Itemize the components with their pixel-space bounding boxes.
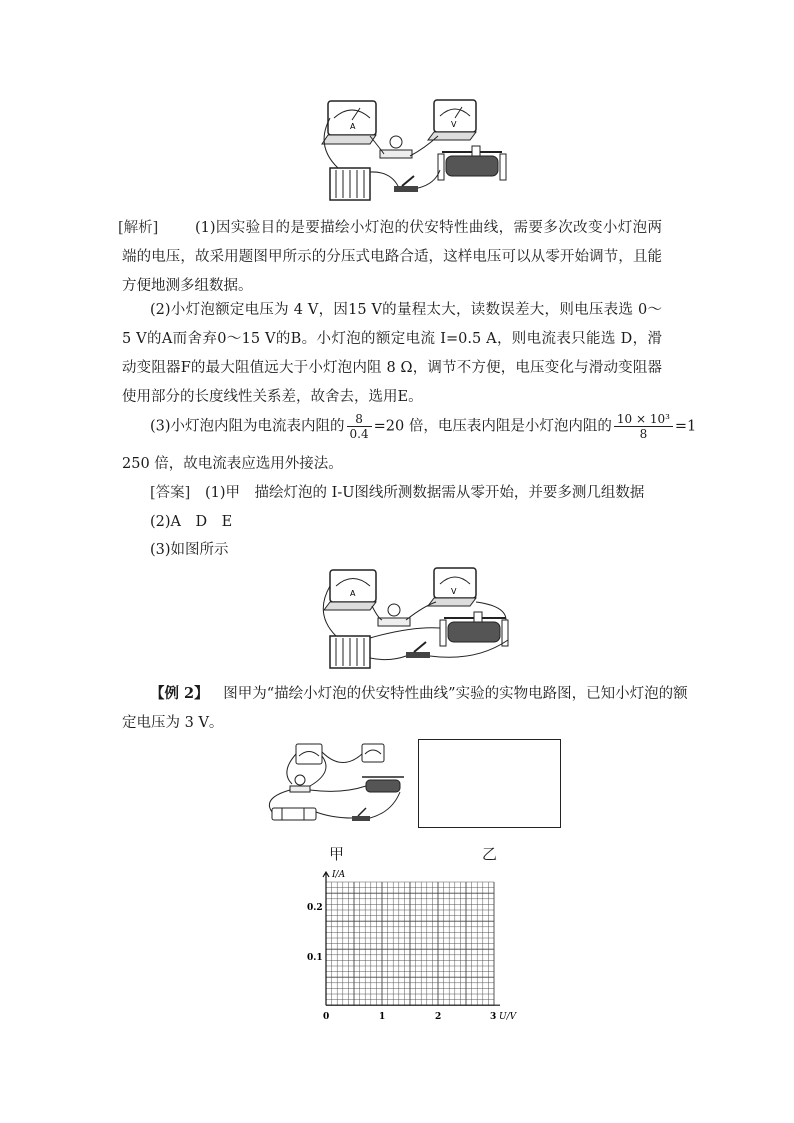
circuit-figure-jia	[262, 742, 412, 826]
answer-a1: (1)甲 描绘灯泡的 I-U图线所测数据需从零开始，并要多测几组数据	[204, 485, 645, 501]
analysis-p3-b: =20 倍，电压表内阻是小灯泡内阻的	[373, 418, 612, 435]
iu-graph	[300, 860, 540, 1025]
graph-ytick-0.2: 0.2	[307, 903, 323, 913]
fraction-2	[614, 412, 673, 441]
figure-label-jia: 甲	[329, 845, 345, 863]
switch-icon	[406, 642, 430, 658]
battery-icon	[330, 168, 370, 200]
graph-grid	[323, 872, 500, 1005]
bulb-icon	[380, 136, 412, 158]
answer-line-2: (2)A D E	[150, 514, 233, 530]
analysis-p3-c: =1	[674, 418, 697, 435]
fraction-2-num: 10 × 10³	[614, 412, 673, 427]
answer-tag: [答案]	[150, 485, 191, 501]
analysis-tag: [解析]	[118, 220, 159, 236]
fraction-1-num: 8	[347, 412, 372, 427]
battery-icon	[272, 808, 316, 820]
analysis-p3-line2: 250 倍，故电流表应选用外接法。	[122, 456, 343, 472]
fraction-2-den: 8	[639, 427, 648, 441]
ammeter-icon	[322, 101, 376, 144]
switch-icon	[352, 808, 370, 821]
graph-xtick-2: 2	[435, 1012, 442, 1022]
analysis-paragraph-1	[118, 214, 662, 301]
graph-xtick-1: 1	[379, 1012, 386, 1022]
rheostat-icon	[438, 146, 506, 180]
graph-ylabel: I/A	[332, 870, 346, 880]
voltmeter-icon	[428, 100, 476, 140]
example-tag: 【例 2】	[150, 685, 209, 702]
fraction-1	[347, 412, 372, 441]
answer-line-1	[150, 481, 644, 502]
battery-icon	[330, 636, 370, 668]
voltmeter-icon	[362, 744, 384, 762]
bulb-icon	[378, 604, 410, 626]
rheostat-icon	[440, 612, 508, 646]
circuit-figure-top	[310, 96, 520, 206]
voltmeter-icon	[428, 568, 476, 606]
ammeter-icon	[324, 570, 376, 610]
ammeter-label: A	[350, 122, 356, 131]
switch-icon	[394, 176, 418, 192]
ammeter-label: A	[350, 589, 356, 598]
voltmeter-label: V	[451, 587, 457, 596]
figure-label-yi: 乙	[482, 845, 498, 863]
graph-xtick-0: 0	[323, 1012, 330, 1022]
rheostat-icon	[362, 777, 404, 792]
graph-xlabel: U/V	[499, 1012, 517, 1022]
fraction-1-den: 0.4	[349, 427, 369, 441]
bulb-icon	[290, 775, 310, 792]
graph-ytick-0.1: 0.1	[307, 953, 323, 963]
ammeter-icon	[296, 744, 322, 764]
analysis-p3-a: (3)小灯泡内阻为电流表内阻的	[150, 418, 345, 435]
figure-yi-box	[418, 739, 561, 828]
voltmeter-label: V	[451, 120, 457, 129]
analysis-paragraph-3	[150, 412, 696, 441]
example-text-1: 图甲为“描绘小灯泡的伏安特性曲线”实验的实物电路图，已知小灯泡的额	[223, 686, 688, 702]
circuit-figure-answer	[316, 566, 521, 674]
graph-axes	[323, 872, 500, 1005]
analysis-p1-text: (1)因实验目的是要描绘小灯泡的伏安特性曲线，需要多次改变小灯泡两端的电压，故采用题图甲所示的分压式电路合适，这样电压可以从零开始调节，且能方便地测多组数据。	[122, 220, 662, 294]
analysis-paragraph-2: (2)小灯泡额定电压为 4 V，因15 V的量程太大，读数误差大，则电压表选 0～5 V的A而舍弃0～15 V的B。小灯泡的额定电流 I=0.5 A，则电流表只能选 D，滑动变阻器F的最大阻值远大于小灯泡内阻 8 Ω，调节不方便，电压变化与滑动变阻器使用部分的长度线性关系差，故舍去，选用E。	[122, 302, 662, 405]
example-line-1	[150, 682, 688, 703]
example-line-2: 定电压为 3 V。	[122, 715, 224, 731]
answer-line-3: (3)如图所示	[150, 542, 229, 558]
graph-xtick-3: 3	[490, 1012, 497, 1022]
